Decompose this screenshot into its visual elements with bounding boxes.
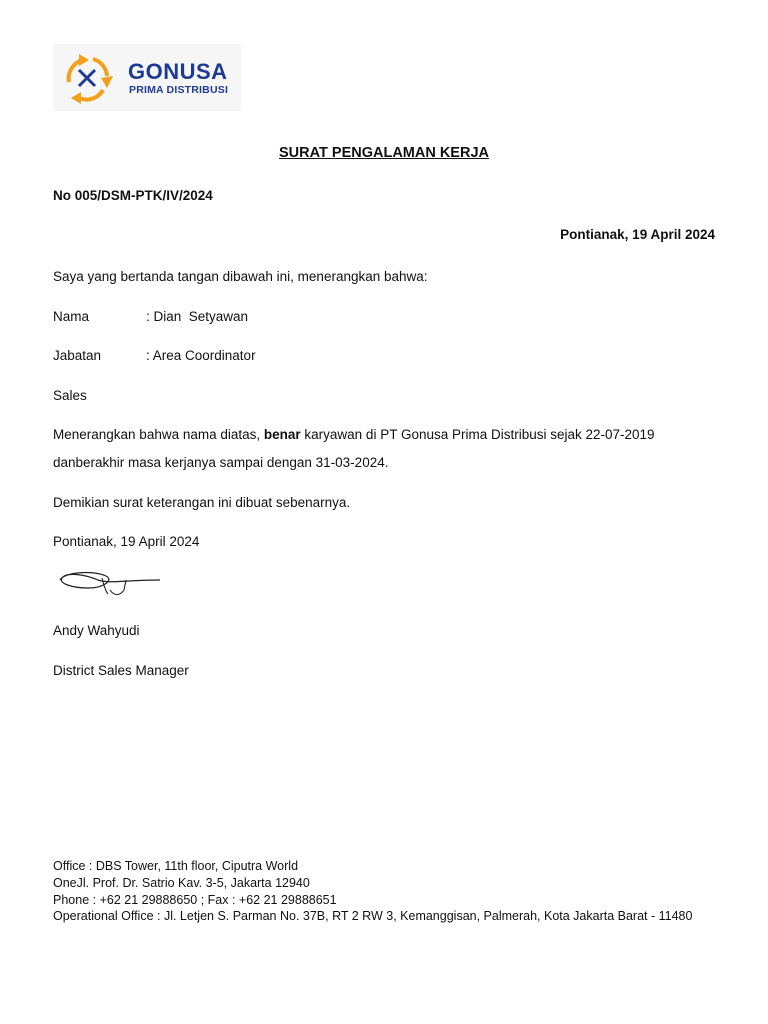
closing-text: Demikian surat keterangan ini dibuat sebenarnya.	[53, 495, 351, 510]
letter-date-top: Pontianak, 19 April 2024	[560, 227, 715, 242]
body-paragraph	[53, 426, 655, 444]
field-value-nama: : Dian Setyawan	[146, 309, 249, 324]
body-pre: Menerangkan bahwa nama diatas,	[53, 427, 264, 442]
footer-line-2: OneJl. Prof. Dr. Satrio Kav. 3-5, Jakarta 12940	[53, 875, 310, 890]
body-bold: benar	[263, 427, 301, 442]
letter-title-text: SURAT PENGALAMAN KERJA	[279, 145, 489, 161]
signer-title: District Sales Manager	[53, 663, 189, 678]
field-label-nama: Nama	[53, 309, 90, 324]
footer-line-1: Office : DBS Tower, 11th floor, Ciputra World	[53, 859, 299, 873]
signer-name: Andy Wahyudi	[53, 623, 140, 638]
letter-title	[0, 144, 768, 162]
field-label-jabatan: Jabatan	[53, 348, 102, 363]
company-logo	[53, 44, 241, 111]
footer-line-4: Operational Office : Jl. Letjen S. Parman No. 37B, RT 2 RW 3, Kemanggisan, Palmerah, Kota Jakarta Barat - 11480	[53, 909, 693, 924]
intro-text: Saya yang bertanda tangan dibawah ini, menerangkan bahwa:	[53, 269, 428, 284]
field-value-jabatan: : Area Coordinator	[146, 348, 256, 363]
department: Sales	[53, 388, 87, 403]
footer-address	[53, 858, 692, 925]
letter-date-bottom: Pontianak, 19 April 2024	[53, 534, 200, 549]
body-line-2: danberakhir masa kerjanya sampai dengan 31-03-2024.	[53, 455, 389, 470]
signature	[54, 566, 164, 602]
recycle-arrows-icon	[57, 48, 117, 108]
logo-name: GONUSA	[128, 59, 228, 84]
logo-subtitle: PRIMA DISTRIBUSI	[129, 84, 229, 96]
body-post: karyawan di PT Gonusa Prima Distribusi sejak 22-07-2019	[300, 427, 655, 442]
footer-line-3: Phone : +62 21 29888650 ; Fax : +62 21 29888651	[53, 892, 337, 907]
letter-number: No 005/DSM-PTK/IV/2024	[53, 188, 213, 203]
